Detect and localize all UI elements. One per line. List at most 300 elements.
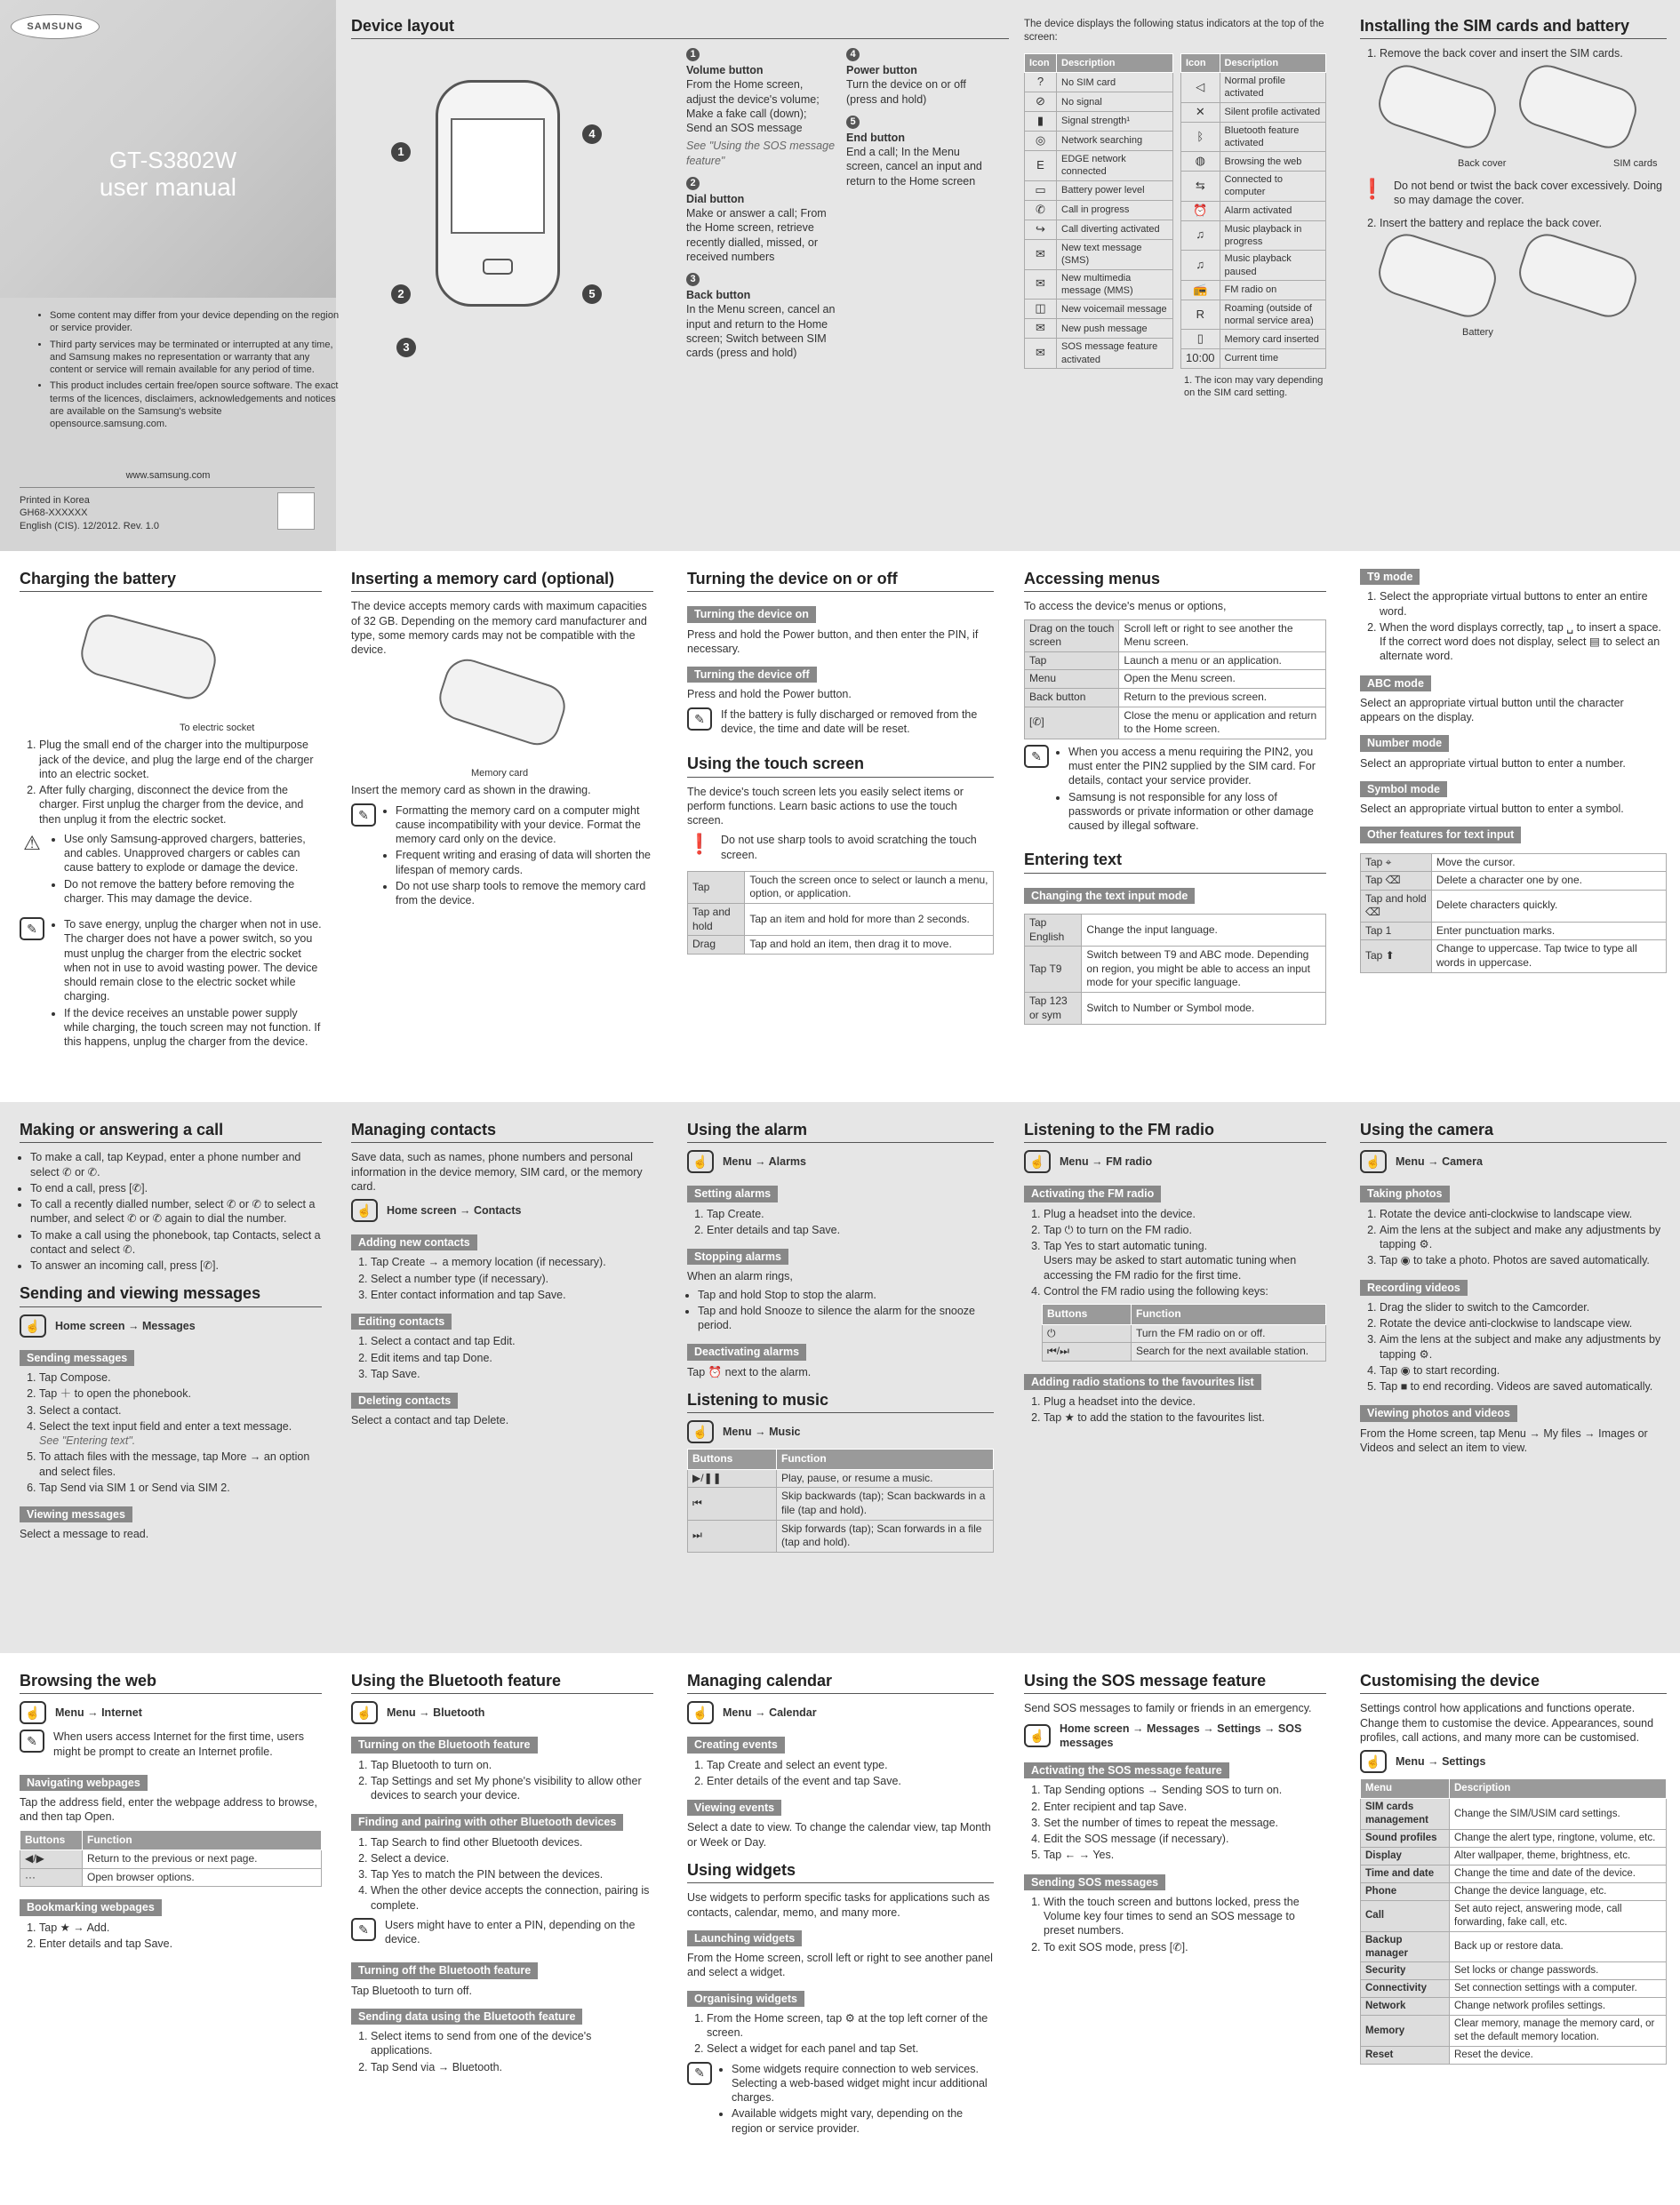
col-header: Description	[1450, 1779, 1667, 1799]
table-row	[688, 1469, 994, 1488]
status-icon: ◎	[1025, 132, 1057, 151]
status-icon: ✉	[1025, 239, 1057, 269]
path-text: Menu → Internet	[55, 1706, 142, 1720]
warning-note	[687, 833, 994, 866]
section-title: Using the alarm	[687, 1120, 994, 1143]
step: 2. Select a widget for each panel and tap Set.	[707, 2041, 994, 2056]
callout-4: 4	[582, 124, 602, 144]
camera-section	[1360, 1120, 1667, 1458]
key-4	[846, 46, 993, 107]
section-title: Using the Bluetooth feature	[351, 1671, 653, 1694]
key-desc-left	[686, 46, 836, 364]
back-button-shape	[483, 259, 513, 275]
step: 2. Tap ＋ to open the phonebook.	[39, 1386, 322, 1401]
path-text: Menu → Camera	[1396, 1155, 1483, 1169]
subheading: Sending messages	[20, 1350, 134, 1366]
row-value: Network searching	[1057, 132, 1173, 151]
step: 1. Plug a headset into the device.	[1044, 1394, 1326, 1409]
row-key: [✆]	[1025, 707, 1119, 739]
step: 1. Tap Create → a memory location (if necessary).	[371, 1255, 653, 1269]
samsung-logo: SAMSUNG	[11, 14, 100, 39]
status-icon: E	[1025, 151, 1057, 181]
step: 1. Select a contact and tap Edit.	[371, 1334, 653, 1348]
row-value: Launch a menu or an application.	[1119, 651, 1326, 670]
table-row	[1361, 1847, 1667, 1865]
table-row	[1025, 92, 1173, 112]
row-key: Menu	[1025, 670, 1119, 689]
path-text: Home screen → Contacts	[387, 1204, 522, 1218]
status-icon: ✉	[1025, 269, 1057, 300]
note-item: • If the device receives an unstable power supply while charging, the touch screen may not function. If this happens, unplug the charger from the device.	[64, 1006, 322, 1050]
step: 2. Tap ⏻ to turn on the FM radio.	[1044, 1223, 1326, 1237]
row-key: Drag on the touch screen	[1025, 619, 1119, 651]
col-header: Buttons	[20, 1830, 83, 1850]
row-key: Network	[1361, 1998, 1450, 2016]
step: 4. Edit the SOS message (if necessary).	[1044, 1832, 1326, 1846]
subheading: Activating the SOS message feature	[1024, 1762, 1229, 1778]
intro-text: The device's touch screen lets you easily select items or perform functions. Learn basic actions to use the touch screen.	[687, 785, 964, 827]
table-row	[688, 1520, 994, 1552]
step: 5. To attach files with the message, tap More → an option and select files.	[39, 1450, 322, 1479]
subheading: Launching widgets	[687, 1930, 802, 1946]
row-value: Scroll left or right to see another the Menu screen.	[1119, 619, 1326, 651]
table-row	[1361, 1962, 1667, 1980]
section-title: Browsing the web	[20, 1671, 322, 1694]
step: 1. Select the appropriate virtual buttons to enter an entire word.	[1380, 589, 1667, 619]
row-value: Delete a character one by one.	[1431, 872, 1666, 891]
info-note	[687, 2062, 994, 2142]
subheading: Navigating webpages	[20, 1775, 148, 1791]
cover-title: user manual	[99, 173, 236, 201]
path-text: Menu → Bluetooth	[387, 1706, 485, 1720]
note-icon: ✎	[351, 803, 376, 827]
hand-icon: ☝	[20, 1314, 46, 1338]
sim-section	[1360, 16, 1667, 348]
row-value: Set auto reject, answering mode, call forwarding, fake call, etc.	[1450, 1900, 1667, 1931]
col-header: Buttons	[1043, 1305, 1132, 1325]
intro-text: Send SOS messages to family or friends in an emergency.	[1024, 1702, 1312, 1715]
table-row	[1025, 112, 1173, 132]
table-row	[1025, 707, 1326, 739]
hand-icon: ☝	[1024, 1150, 1051, 1173]
subheading: Viewing messages	[20, 1506, 132, 1522]
website-url[interactable]: www.samsung.com	[125, 470, 211, 481]
table-row	[1025, 914, 1326, 946]
subheading: Deactivating alarms	[687, 1344, 806, 1360]
table-row	[1025, 269, 1173, 300]
step: 1. Tap Compose.	[39, 1370, 322, 1385]
subheading: Symbol mode	[1360, 781, 1447, 797]
cover-note: • Third party services may be terminated or interrupted at any time, and Samsung makes no representation or warranty that any content or service will remain available for any period of time.	[50, 339, 340, 377]
customise-section	[1360, 1671, 1667, 2070]
warning-icon: ❗	[1360, 178, 1385, 201]
row-value: Normal profile activated	[1220, 73, 1325, 103]
menus-section	[1024, 569, 1326, 1030]
subheading: Taking photos	[1360, 1186, 1450, 1202]
cover-header	[0, 0, 336, 298]
subheading: Sending SOS messages	[1024, 1874, 1165, 1890]
row-key: Tap ⌖	[1361, 853, 1432, 872]
t9-section	[1360, 569, 1667, 979]
device-back-3	[1372, 228, 1501, 324]
memory-illustration	[351, 662, 653, 778]
row-value: Change network profiles settings.	[1450, 1998, 1667, 2016]
info-note	[351, 1918, 653, 1951]
status-icon: ✆	[1025, 200, 1057, 220]
key-name: Power button	[846, 64, 917, 76]
bullet: • To make a call, tap Keypad, enter a phone number and select ✆ or ✆.	[30, 1150, 322, 1179]
step: 2. Tap Send via → Bluetooth.	[371, 2060, 653, 2074]
subheading: Adding new contacts	[351, 1234, 477, 1250]
row-key: ⏻	[1043, 1324, 1132, 1343]
warning-text: Do not use sharp tools to avoid scratching the touch screen.	[721, 834, 977, 861]
row-value: No SIM card	[1057, 73, 1173, 92]
section-title: Sending and viewing messages	[20, 1283, 322, 1306]
device-back-4	[1513, 228, 1642, 324]
col-header: Function	[83, 1830, 322, 1850]
see-ref: See "Entering text".	[39, 1434, 136, 1448]
key-desc: Turn the device on or off (press and hold)	[846, 78, 966, 106]
row-value: Battery power level	[1057, 180, 1173, 200]
step: 1. Tap Search to find other Bluetooth devices.	[371, 1835, 653, 1849]
row-key: ⏮	[688, 1488, 777, 1520]
key-number: 4	[846, 48, 860, 61]
warn-item: • Use only Samsung-approved chargers, batteries, and cables. Unapproved chargers or cables can cause battery to explode or damage the device.	[64, 832, 322, 875]
key-1	[686, 46, 836, 168]
table-row	[1181, 251, 1326, 281]
subheading: Recording videos	[1360, 1280, 1468, 1296]
bullet: • Tap and hold Stop to stop the alarm.	[698, 1288, 994, 1302]
key-number: 5	[846, 116, 860, 129]
text: Select an appropriate virtual button to enter a symbol.	[1360, 803, 1624, 815]
subheading: Finding and pairing with other Bluetooth devices	[351, 1814, 623, 1830]
col-header: Description	[1220, 53, 1325, 72]
web-section	[20, 1671, 322, 1955]
status-table-left	[1024, 53, 1173, 369]
status-icon: ◫	[1025, 300, 1057, 319]
label-back-cover: Back cover	[1458, 157, 1507, 169]
row-value: Search for the next available station.	[1132, 1343, 1326, 1362]
section-title: Using the camera	[1360, 1120, 1667, 1143]
row-key: Phone	[1361, 1882, 1450, 1900]
row-value: New push message	[1057, 319, 1173, 339]
table-row	[1181, 201, 1326, 220]
warn-item: • Do not remove the battery before removing the charger. This may damage the device.	[64, 877, 322, 907]
row-value: Touch the screen once to select or launch a menu, option, or application.	[745, 871, 994, 903]
subheading: ABC mode	[1360, 675, 1431, 691]
table-row	[1025, 670, 1326, 689]
subheading: Turning off the Bluetooth feature	[351, 1962, 538, 1978]
status-icon: ◁	[1181, 73, 1220, 103]
table-row	[1181, 220, 1326, 251]
key-desc: End a call; In the Menu screen, cancel an input and return to the Home screen	[846, 146, 982, 188]
status-icon: ▮	[1025, 112, 1057, 132]
table-row	[1025, 220, 1173, 239]
status-icon: ?	[1025, 73, 1057, 92]
device-back-2	[1513, 59, 1642, 154]
table-row	[1025, 180, 1173, 200]
table-row	[1361, 2016, 1667, 2047]
sos-section	[1024, 1671, 1326, 1959]
step-text: Select the text input field and enter a text message.	[39, 1419, 292, 1433]
device-diagram	[391, 71, 622, 364]
path-text: Menu → Settings	[1396, 1755, 1486, 1769]
step: 1. Rotate the device anti-clockwise to landscape view.	[1380, 1207, 1667, 1221]
key-see: See "Using the SOS message feature"	[686, 140, 836, 167]
subheading: Other features for text input	[1360, 827, 1521, 843]
row-value: New multimedia message (MMS)	[1057, 269, 1173, 300]
subheading: Adding radio stations to the favourites list	[1024, 1374, 1261, 1390]
callout-5: 5	[582, 284, 602, 304]
section-title: Making or answering a call	[20, 1120, 322, 1143]
info-note	[20, 1730, 322, 1762]
table-row	[1025, 689, 1326, 707]
menu-path	[20, 1701, 322, 1724]
charging-section	[20, 569, 322, 1060]
table-row	[1025, 200, 1173, 220]
step: 5. Tap ■ to end recording. Videos are saved automatically.	[1380, 1379, 1667, 1394]
touch-table	[687, 871, 994, 955]
cover-note: • This product includes certain free/open source software. The exact terms of the licences, disclaimers, acknowledgements and notices are available on the Samsung's website opensource.samsung.com.	[50, 379, 340, 430]
row-key: Tap and hold ⌫	[1361, 890, 1432, 922]
menu-path	[20, 1314, 322, 1338]
bullet: • To make a call using the phonebook, tap Contacts, select a contact and select ✆.	[30, 1228, 322, 1258]
bullet: • To end a call, press [✆].	[30, 1181, 322, 1195]
row-value: Reset the device.	[1450, 2047, 1667, 2065]
step: 1. With the touch screen and buttons locked, press the Volume key four times to send an SOS message to preset numbers.	[1044, 1895, 1326, 1938]
table-row	[1361, 872, 1667, 891]
note-item: • Samsung is not responsible for any loss of passwords or private information or other damage caused by illegal software.	[1068, 790, 1326, 834]
section-title: Managing calendar	[687, 1671, 994, 1694]
step: 1. Drag the slider to switch to the Camcorder.	[1380, 1300, 1667, 1314]
onoff-section	[687, 569, 994, 960]
key-name: Volume button	[686, 64, 764, 76]
section-title: Turning the device on or off	[687, 569, 994, 592]
text: Select an appropriate virtual button until the character appears on the display.	[1360, 696, 1624, 723]
bluetooth-section	[351, 1671, 653, 2079]
row-key: Connectivity	[1361, 1980, 1450, 1998]
table-row	[688, 871, 994, 903]
note-text: When users access Internet for the first time, users might be prompt to create an Internet profile.	[53, 1730, 305, 1758]
text: Tap the address field, enter the webpage address to browse, and then tap Open.	[20, 1796, 317, 1824]
step: 2. Aim the lens at the subject and make any adjustments by tapping ⚙.	[1380, 1223, 1667, 1252]
row-value: Enter punctuation marks.	[1431, 922, 1666, 940]
callout-2: 2	[391, 284, 411, 304]
path-text: Menu → Alarms	[723, 1155, 807, 1169]
path-text: Menu → Calendar	[723, 1706, 817, 1720]
table-row	[1181, 73, 1326, 103]
step: 2. Enter details and tap Save.	[707, 1223, 994, 1237]
note-item: • Frequent writing and erasing of data will shorten the lifespan of memory cards.	[396, 848, 653, 877]
menu-path	[687, 1150, 994, 1173]
intro-text: Settings control how applications and functions operate. Change them to customise the device. Appearances, sound profiles, call actions, and many more can be customised.	[1360, 1702, 1654, 1744]
key-name: End button	[846, 131, 905, 144]
table-row	[1025, 651, 1326, 670]
status-intro: The device displays the following status indicators at the top of the screen:	[1024, 19, 1324, 43]
text: From the Home screen, tap Menu → My files → Images or Videos and select an item to view.	[1360, 1426, 1648, 1454]
step: 2. To exit SOS mode, press [✆].	[1044, 1940, 1326, 1954]
subheading: Stopping alarms	[687, 1249, 788, 1265]
step: 2. Insert the battery and replace the back cover.	[1380, 216, 1667, 230]
row-value: Clear memory, manage the memory card, or set the default memory location.	[1450, 2016, 1667, 2047]
key-3	[686, 271, 836, 360]
row-key: Time and date	[1361, 1865, 1450, 1882]
row-value: Current time	[1220, 349, 1325, 369]
table-row	[1361, 1980, 1667, 1998]
fm-section	[1024, 1120, 1326, 1430]
step: 1. Tap Bluetooth to turn on.	[371, 1758, 653, 1772]
status-table-right	[1180, 53, 1326, 369]
subheading: Viewing events	[687, 1800, 781, 1816]
step: 1. Plug a headset into the device.	[1044, 1207, 1326, 1221]
hand-icon: ☝	[351, 1701, 378, 1724]
row-value: Change the alert type, ringtone, volume, etc.	[1450, 1829, 1667, 1847]
subheading: Turning on the Bluetooth feature	[351, 1737, 538, 1753]
row-key: Sound profiles	[1361, 1829, 1450, 1847]
table-row	[1361, 1829, 1667, 1847]
barcode-box	[277, 492, 315, 530]
section-title: Using the SOS message feature	[1024, 1671, 1326, 1694]
row-key: Drag	[688, 936, 745, 955]
table-row	[1181, 122, 1326, 152]
table-row	[1361, 1799, 1667, 1830]
note-text: Users might have to enter a PIN, depending on the device.	[385, 1918, 636, 1946]
step: 2. Enter details of the event and tap Save.	[707, 1774, 994, 1788]
step: 2. Select a device.	[371, 1851, 653, 1865]
col-header: Menu	[1361, 1779, 1450, 1799]
row-value: Call in progress	[1057, 200, 1173, 220]
row-value: Silent profile activated	[1220, 102, 1325, 122]
label-battery: Battery	[1462, 327, 1493, 339]
phone-illustration	[436, 80, 560, 307]
row-key: ⏭	[688, 1520, 777, 1552]
col-header: Buttons	[688, 1450, 777, 1470]
table-row	[1025, 300, 1173, 319]
row-value: Close the menu or application and return to the Home screen.	[1119, 707, 1326, 739]
row-value: Call diverting activated	[1057, 220, 1173, 239]
phone-screen	[451, 118, 545, 234]
table-row	[1361, 890, 1667, 922]
text: Press and hold the Power button.	[687, 688, 852, 701]
section-title: Inserting a memory card (optional)	[351, 569, 653, 592]
cover-notes	[39, 309, 340, 435]
row-key: Reset	[1361, 2047, 1450, 2065]
row-value: No signal	[1057, 92, 1173, 112]
intro-text: The device accepts memory cards with maximum capacities of 32 GB. Depending on the memory card manufacturer and type, some memory cards may not be compatible with the device.	[351, 600, 647, 657]
memory-section	[351, 569, 653, 919]
row-key: Tap 123 or sym	[1025, 992, 1082, 1024]
print-line: English (CIS). 12/2012. Rev. 1.0	[20, 520, 159, 531]
hand-icon: ☝	[1024, 1724, 1051, 1747]
key-number: 3	[686, 273, 700, 286]
row-key: Tap	[1025, 651, 1119, 670]
note-text: If the battery is fully discharged or removed from the device, the time and date will be reset.	[721, 707, 978, 735]
step: 2. Enter recipient and tap Save.	[1044, 1800, 1326, 1814]
row-key: Tap and hold	[688, 903, 745, 935]
step: 3. Tap ◉ to take a photo. Photos are saved automatically.	[1380, 1253, 1667, 1267]
table-row	[688, 903, 994, 935]
note-icon: ✎	[20, 917, 44, 940]
callout-3: 3	[396, 338, 416, 357]
col-header: Function	[1132, 1305, 1326, 1325]
step-text: Tap Yes to start automatic tuning.	[1044, 1240, 1208, 1253]
step: 2. Edit items and tap Done.	[371, 1351, 653, 1365]
menu-path	[351, 1701, 653, 1724]
step: 1. Select items to send from one of the device's applications.	[371, 2029, 653, 2058]
row-key: Tap 1	[1361, 922, 1432, 940]
row-value: Delete characters quickly.	[1431, 890, 1666, 922]
status-icon: ᛒ	[1181, 122, 1220, 152]
step: 3. Enter contact information and tap Save.	[371, 1288, 653, 1302]
key-2	[686, 175, 836, 264]
step: 6. Tap Send via SIM 1 or Send via SIM 2.	[39, 1481, 322, 1495]
step: 3. Tap Save.	[371, 1367, 653, 1381]
row-value: Set locks or change passwords.	[1450, 1962, 1667, 1980]
row-value: SOS message feature activated	[1057, 339, 1173, 369]
subheading: Sending data using the Bluetooth feature	[351, 2009, 582, 2025]
hand-icon: ☝	[351, 1199, 378, 1222]
intro-text: Save data, such as names, phone numbers and personal information in the device memory, SIM card, or the memory card.	[351, 1151, 643, 1193]
section-title: Installing the SIM cards and battery	[1360, 16, 1667, 39]
menu-path	[1360, 1750, 1667, 1773]
table-row	[1025, 73, 1173, 92]
sim-illustration	[1360, 67, 1667, 173]
row-value: Turn the FM radio on or off.	[1132, 1324, 1326, 1343]
row-value: Switch between T9 and ABC mode. Depending on region, you might be able to access an input mode for your specific language.	[1082, 947, 1326, 993]
subheading: Creating events	[687, 1737, 785, 1753]
table-row	[1361, 1900, 1667, 1931]
step: 2. Enter details and tap Save.	[39, 1937, 322, 1951]
status-icon: ✉	[1025, 339, 1057, 369]
row-key: ⏮/⏭	[1043, 1343, 1132, 1362]
step: 4. Tap ◉ to start recording.	[1380, 1363, 1667, 1378]
row-value: Change the time and date of the device.	[1450, 1865, 1667, 1882]
browser-table	[20, 1830, 322, 1888]
row-key: Memory	[1361, 2016, 1450, 2047]
row-key: ▶/❚❚	[688, 1469, 777, 1488]
text: Select an appropriate virtual button to enter a number.	[1360, 756, 1626, 770]
step	[1044, 1239, 1326, 1282]
row-value: Skip backwards (tap); Scan backwards in a file (tap and hold).	[777, 1488, 994, 1520]
key-desc: Make or answer a call; From the Home screen, retrieve recently dialled, missed, or received numbers	[686, 207, 827, 263]
row-key: ◀/▶	[20, 1850, 83, 1869]
table-row	[1181, 152, 1326, 172]
status-icon: ✕	[1181, 102, 1220, 122]
music-table	[687, 1449, 994, 1553]
text: Select a message to read.	[20, 1528, 149, 1541]
warning-note	[20, 832, 322, 912]
warning-icon: ❗	[687, 832, 712, 855]
key-number: 2	[686, 177, 700, 190]
path-text: Home screen → Messages → Settings → SOS messages	[1060, 1722, 1302, 1749]
key-desc-right	[846, 46, 993, 192]
hand-icon: ☝	[687, 1420, 714, 1443]
row-key: Tap ⌫	[1361, 872, 1432, 891]
instruction: Insert the memory card as shown in the drawing.	[351, 784, 591, 797]
table-row	[1043, 1343, 1326, 1362]
row-key: Tap English	[1025, 914, 1082, 946]
col-header: Function	[777, 1450, 994, 1470]
step: 2. Tap Settings and set My phone's visibility to allow other devices to search your device.	[371, 1774, 653, 1803]
status-icon: ↪	[1025, 220, 1057, 239]
row-key: Back button	[1025, 689, 1119, 707]
subheading: Bookmarking webpages	[20, 1899, 162, 1915]
info-note	[687, 707, 994, 740]
subheading: Deleting contacts	[351, 1393, 458, 1409]
row-value: Signal strength¹	[1057, 112, 1173, 132]
step: 3. Select a contact.	[39, 1403, 322, 1418]
warning-text: Do not bend or twist the back cover excessively. Doing so may damage the cover.	[1394, 179, 1662, 206]
